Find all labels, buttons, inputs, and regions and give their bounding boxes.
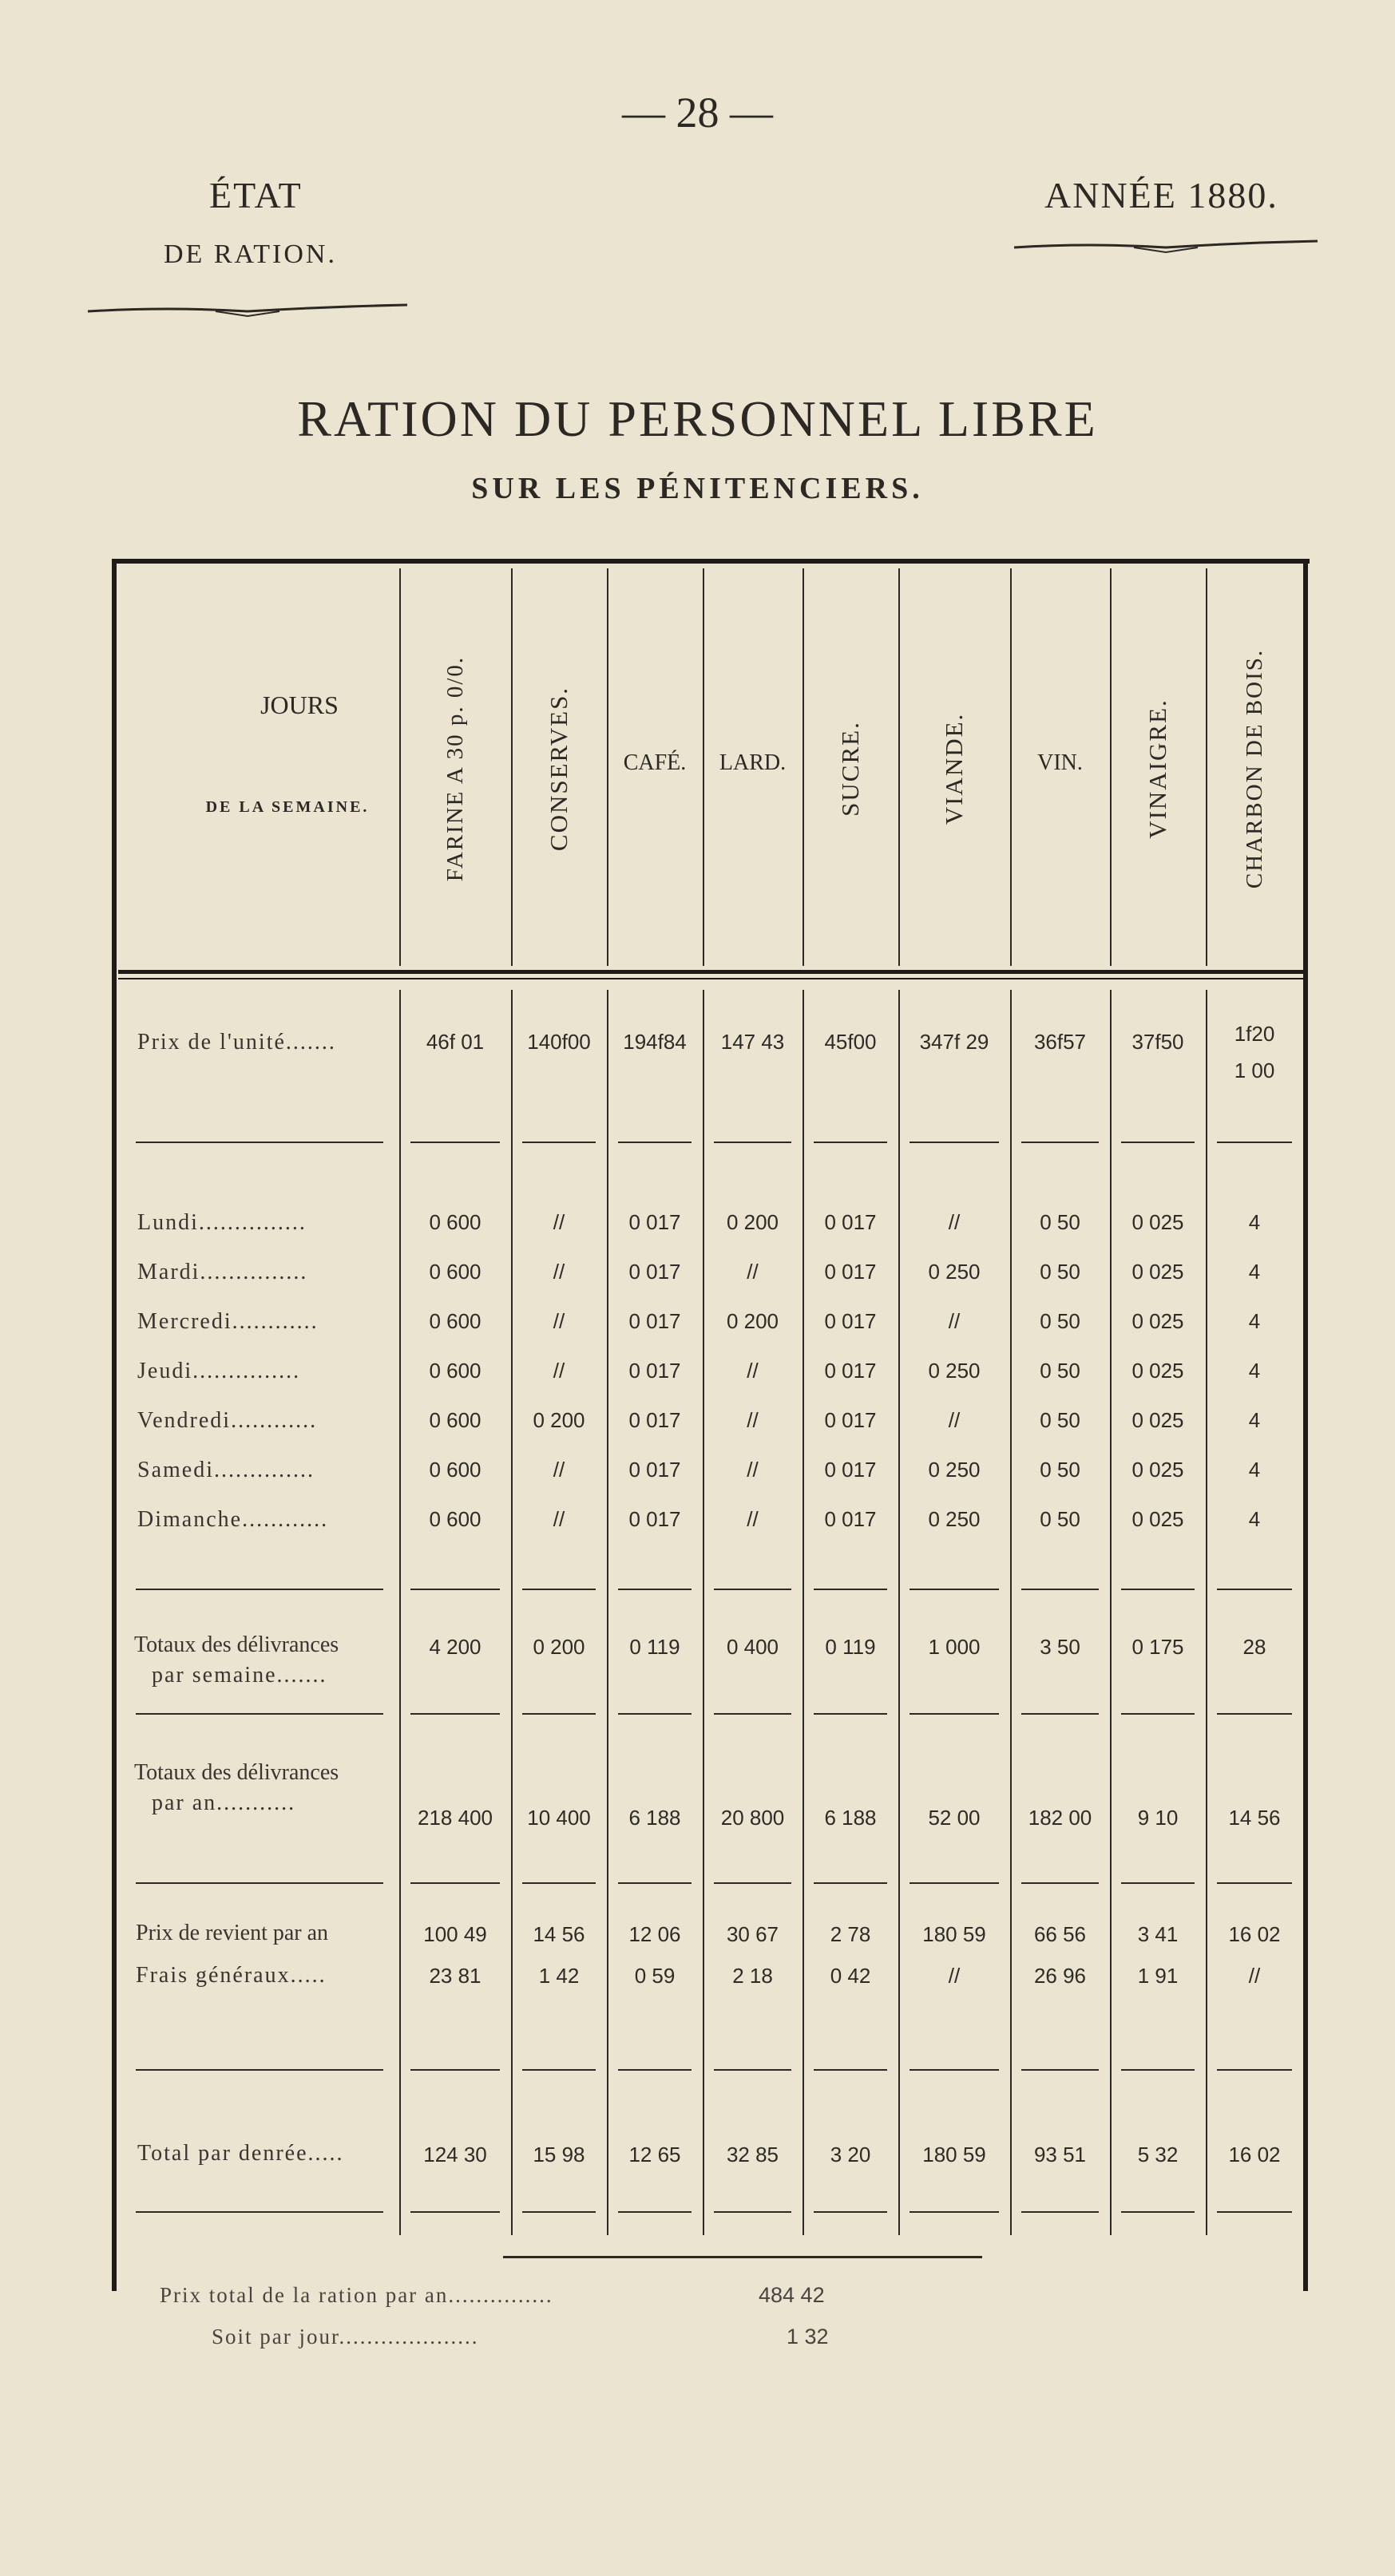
- cell-total-denree: 5 32: [1137, 2143, 1179, 2166]
- cell-day: 4: [1248, 1408, 1261, 1432]
- cell-frais-generaux: 0 59: [634, 1964, 676, 1988]
- row-rule: [1021, 1882, 1099, 1884]
- cell-frais-generaux: 23 81: [429, 1964, 482, 1988]
- cell-day: 0 600: [429, 1507, 482, 1531]
- row-rule: [1121, 1589, 1195, 1590]
- row-rule: [136, 1713, 383, 1715]
- row-rule: [118, 978, 1303, 979]
- cell-prix-revient: 3 41: [1137, 1922, 1179, 1946]
- cell-day: 0 025: [1131, 1210, 1184, 1234]
- cell-day: 0 025: [1131, 1359, 1184, 1383]
- cell-frais-generaux: 1 42: [538, 1964, 580, 1988]
- flourish-ornament-right: [1014, 239, 1318, 255]
- row-rule: [618, 2069, 692, 2071]
- cell-day: 0 017: [824, 1458, 877, 1482]
- column-rule: [607, 990, 608, 2235]
- cell-day: //: [948, 1408, 961, 1432]
- cell-day: 0 017: [824, 1260, 877, 1284]
- row-rule: [618, 1882, 692, 1884]
- cell-day: //: [553, 1359, 565, 1383]
- column-header: VIN.: [1037, 750, 1083, 775]
- row-rule: [910, 1589, 999, 1590]
- row-rule: [522, 1882, 596, 1884]
- row-rule: [1217, 1142, 1292, 1143]
- row-rule: [714, 1142, 791, 1143]
- column-rule: [1010, 990, 1012, 2235]
- cell-day: //: [747, 1507, 759, 1531]
- row-rule: [522, 2069, 596, 2071]
- flourish-ornament-left: [88, 302, 407, 318]
- cell-totaux-an: 9 10: [1137, 1806, 1179, 1830]
- cell-day: 0 017: [628, 1210, 681, 1234]
- cell-totaux-semaine: 0 200: [533, 1635, 585, 1659]
- cell-prix-unite: 46f 01: [426, 1030, 485, 1054]
- column-header: CONSERVES.: [545, 686, 573, 851]
- cell-total-denree: 15 98: [533, 2143, 585, 2166]
- row-label-totaux-an-1: Totaux des délivrances: [134, 1760, 339, 1785]
- row-rule: [910, 2211, 999, 2213]
- cell-total-denree: 124 30: [423, 2143, 487, 2166]
- cell-prix-revient: 2 78: [830, 1922, 871, 1946]
- cell-day: 0 200: [726, 1210, 779, 1234]
- column-rule: [803, 568, 804, 966]
- row-label-prix-unite: Prix de l'unité.......: [137, 1030, 336, 1055]
- cell-day: 0 600: [429, 1309, 482, 1333]
- row-rule: [1217, 1882, 1292, 1884]
- row-rule: [814, 2069, 887, 2071]
- row-rule: [814, 1589, 887, 1590]
- column-rule: [1206, 990, 1207, 2235]
- column-header: SUCRE.: [836, 720, 864, 817]
- cell-totaux-an: 10 400: [527, 1806, 591, 1830]
- cell-day: //: [553, 1210, 565, 1234]
- row-label-day: Mardi...............: [137, 1260, 308, 1284]
- cell-day: 0 250: [928, 1260, 981, 1284]
- column-rule: [511, 990, 513, 2235]
- stub-header-title: JOURS: [260, 690, 339, 719]
- cell-total-denree: 12 65: [628, 2143, 681, 2166]
- cell-total-denree: 16 02: [1228, 2143, 1281, 2166]
- cell-totaux-semaine: 3 50: [1040, 1635, 1080, 1659]
- row-label-day: Jeudi...............: [137, 1359, 301, 1383]
- etat-subheading: DE RATION.: [164, 239, 337, 269]
- cell-day: 0 600: [429, 1359, 482, 1383]
- cell-day: //: [948, 1210, 961, 1234]
- cell-day: 4: [1248, 1458, 1261, 1482]
- row-rule: [522, 1142, 596, 1143]
- cell-frais-generaux: 1 91: [1137, 1964, 1179, 1988]
- column-header: CHARBON DE BOIS.: [1242, 648, 1267, 888]
- column-rule: [898, 568, 900, 966]
- row-rule: [910, 2069, 999, 2071]
- cell-totaux-semaine: 0 400: [726, 1635, 779, 1659]
- cell-day: //: [553, 1458, 565, 1482]
- row-rule: [618, 1142, 692, 1143]
- cell-day: 0 025: [1131, 1408, 1184, 1432]
- row-rule: [714, 1882, 791, 1884]
- row-label-day: Dimanche............: [137, 1507, 329, 1532]
- row-rule: [910, 1713, 999, 1715]
- column-rule: [703, 990, 704, 2235]
- row-rule: [1021, 2069, 1099, 2071]
- cell-totaux-semaine: 0 119: [629, 1635, 680, 1659]
- cell-day: //: [747, 1359, 759, 1383]
- cell-prix-unite: 347f 29: [919, 1030, 989, 1054]
- row-rule: [1021, 1589, 1099, 1590]
- cell-totaux-an: 20 800: [720, 1806, 785, 1830]
- cell-day: //: [747, 1408, 759, 1432]
- cell-day: 0 50: [1040, 1359, 1080, 1383]
- cell-day: 0 50: [1040, 1260, 1080, 1284]
- row-rule: [814, 1142, 887, 1143]
- footer-daily-value: 1 32: [787, 2325, 829, 2348]
- page-number: — 28 —: [622, 89, 773, 137]
- cell-day: 0 025: [1131, 1458, 1184, 1482]
- cell-totaux-an: 6 188: [628, 1806, 681, 1830]
- row-rule: [1217, 2069, 1292, 2071]
- column-rule: [511, 568, 513, 966]
- cell-frais-generaux: 2 18: [732, 1964, 773, 1988]
- row-rule: [136, 2069, 383, 2071]
- cell-total-denree: 32 85: [726, 2143, 779, 2166]
- table-left-border: [112, 559, 117, 2291]
- stub-header-subtitle: DE LA SEMAINE.: [205, 798, 370, 816]
- etat-heading: ÉTAT: [209, 175, 303, 216]
- cell-day: 0 017: [628, 1507, 681, 1531]
- cell-day: 0 600: [429, 1458, 482, 1482]
- cell-day: 0 50: [1040, 1408, 1080, 1432]
- cell-day: 0 025: [1131, 1260, 1184, 1284]
- row-rule: [410, 1589, 500, 1590]
- row-rule: [1021, 1713, 1099, 1715]
- row-label-totaux-semaine-2: par semaine.......: [152, 1663, 327, 1688]
- cell-frais-generaux: //: [948, 1964, 961, 1988]
- row-rule: [522, 1589, 596, 1590]
- column-rule: [803, 990, 804, 2235]
- cell-day: //: [553, 1260, 565, 1284]
- cell-totaux-an: 52 00: [928, 1806, 981, 1830]
- row-rule: [814, 1713, 887, 1715]
- cell-prix-revient: 12 06: [628, 1922, 681, 1946]
- cell-frais-generaux: 26 96: [1033, 1964, 1087, 1988]
- footer-daily-label: Soit par jour....................: [212, 2325, 479, 2348]
- cell-prix-revient: 30 67: [726, 1922, 779, 1946]
- cell-prix-revient: 14 56: [533, 1922, 585, 1946]
- cell-day: //: [747, 1260, 759, 1284]
- table-top-border: [112, 559, 1310, 564]
- row-rule: [410, 2069, 500, 2071]
- cell-prix-unite: 194f84: [623, 1030, 687, 1054]
- cell-day: 0 250: [928, 1359, 981, 1383]
- cell-totaux-an: 14 56: [1228, 1806, 1281, 1830]
- cell-day: 0 50: [1040, 1507, 1080, 1531]
- cell-day: 0 200: [726, 1309, 779, 1333]
- footer-flourish: [503, 2256, 982, 2258]
- cell-day: //: [747, 1458, 759, 1482]
- cell-day: 0 017: [824, 1408, 877, 1432]
- cell-prix-revient: 180 59: [922, 1922, 986, 1946]
- row-rule: [136, 1589, 383, 1590]
- cell-frais-generaux: //: [1248, 1964, 1261, 1988]
- row-label-day: Mercredi............: [137, 1309, 319, 1334]
- cell-day: 0 017: [628, 1309, 681, 1333]
- row-rule: [1217, 2211, 1292, 2213]
- cell-day: //: [553, 1309, 565, 1333]
- cell-prix-unite: 1f20 1 00: [1234, 1022, 1275, 1082]
- cell-prix-unite: 36f57: [1033, 1030, 1087, 1054]
- row-rule: [714, 1589, 791, 1590]
- column-header: FARINE A 30 p. 0/0.: [442, 655, 468, 881]
- cell-day: 0 250: [928, 1507, 981, 1531]
- cell-totaux-semaine: 28: [1242, 1635, 1266, 1659]
- row-rule: [136, 2211, 383, 2213]
- cell-day: 4: [1248, 1359, 1261, 1383]
- row-rule: [910, 1142, 999, 1143]
- row-rule: [1021, 1142, 1099, 1143]
- row-rule: [714, 2069, 791, 2071]
- row-label-frais-generaux: Frais généraux.....: [136, 1963, 327, 1988]
- cell-total-denree: 3 20: [830, 2143, 871, 2166]
- row-rule: [1121, 2069, 1195, 2071]
- column-header: CAFÉ.: [623, 750, 687, 775]
- row-rule: [522, 1713, 596, 1715]
- document-title: RATION DU PERSONNEL LIBRE: [297, 390, 1098, 447]
- row-label-day: Lundi...............: [137, 1210, 307, 1235]
- row-rule: [1217, 1713, 1292, 1715]
- cell-day: 0 017: [824, 1210, 877, 1234]
- column-rule: [1110, 990, 1112, 2235]
- cell-day: 0 017: [824, 1359, 877, 1383]
- cell-day: 4: [1248, 1507, 1261, 1531]
- row-rule: [814, 2211, 887, 2213]
- cell-totaux-semaine: 0 119: [825, 1635, 876, 1659]
- row-rule: [910, 1882, 999, 1884]
- row-rule: [410, 1713, 500, 1715]
- cell-day: 0 600: [429, 1210, 482, 1234]
- row-rule: [1121, 1882, 1195, 1884]
- column-rule: [898, 990, 900, 2235]
- row-rule: [618, 1589, 692, 1590]
- cell-totaux-semaine: 4 200: [429, 1635, 482, 1659]
- row-label-totaux-an-2: par an...........: [152, 1791, 296, 1815]
- cell-totaux-semaine: 1 000: [928, 1635, 981, 1659]
- cell-day: 0 600: [429, 1408, 482, 1432]
- row-rule: [618, 2211, 692, 2213]
- cell-prix-unite: 147 43: [720, 1030, 785, 1054]
- cell-frais-generaux: 0 42: [830, 1964, 871, 1988]
- cell-day: //: [948, 1309, 961, 1333]
- cell-day: 0 025: [1131, 1507, 1184, 1531]
- row-rule: [522, 2211, 596, 2213]
- row-rule: [136, 1142, 383, 1143]
- year-heading: ANNÉE 1880.: [1044, 175, 1278, 216]
- cell-day: 0 017: [824, 1507, 877, 1531]
- cell-day: 4: [1248, 1309, 1261, 1333]
- cell-day: 0 50: [1040, 1458, 1080, 1482]
- cell-day: 0 017: [824, 1309, 877, 1333]
- column-header: LARD.: [719, 750, 787, 775]
- row-rule: [1121, 2211, 1195, 2213]
- row-rule: [618, 1713, 692, 1715]
- row-rule: [1121, 1142, 1195, 1143]
- cell-total-denree: 180 59: [922, 2143, 986, 2166]
- row-rule: [410, 2211, 500, 2213]
- column-rule: [1110, 568, 1112, 966]
- cell-totaux-an: 6 188: [824, 1806, 877, 1830]
- cell-day: 0 017: [628, 1260, 681, 1284]
- document-subtitle: SUR LES PÉNITENCIERS.: [471, 472, 924, 505]
- row-rule: [814, 1882, 887, 1884]
- column-rule: [1206, 568, 1207, 966]
- cell-prix-revient: 66 56: [1033, 1922, 1087, 1946]
- cell-day: 0 017: [628, 1458, 681, 1482]
- cell-day: 0 017: [628, 1408, 681, 1432]
- cell-day: 4: [1248, 1210, 1261, 1234]
- row-rule: [136, 1882, 383, 1884]
- row-label-totaux-semaine-1: Totaux des délivrances: [134, 1632, 339, 1657]
- row-rule: [410, 1142, 500, 1143]
- row-label-day: Vendredi............: [137, 1408, 318, 1433]
- cell-total-denree: 93 51: [1033, 2143, 1087, 2166]
- cell-day: 0 017: [628, 1359, 681, 1383]
- cell-prix-revient: 16 02: [1228, 1922, 1281, 1946]
- cell-day: 0 600: [429, 1260, 482, 1284]
- row-label-day: Samedi..............: [137, 1458, 315, 1482]
- row-rule: [1217, 1589, 1292, 1590]
- row-label-prix-revient: Prix de revient par an: [136, 1921, 329, 1945]
- cell-totaux-an: 182 00: [1028, 1806, 1092, 1830]
- cell-day: 0 250: [928, 1458, 981, 1482]
- cell-day: 4: [1248, 1260, 1261, 1284]
- footer-total-value: 484 42: [759, 2283, 825, 2307]
- column-header: VINAIGRE.: [1143, 698, 1171, 839]
- cell-totaux-semaine: 0 175: [1131, 1635, 1184, 1659]
- row-rule: [1121, 1713, 1195, 1715]
- cell-prix-unite: 37f50: [1131, 1030, 1184, 1054]
- cell-day: 0 50: [1040, 1309, 1080, 1333]
- cell-totaux-an: 218 400: [418, 1806, 493, 1830]
- row-rule: [1021, 2211, 1099, 2213]
- row-rule: [410, 1882, 500, 1884]
- column-header: VIANDE.: [940, 712, 968, 825]
- cell-prix-unite: 45f00: [824, 1030, 877, 1054]
- row-label-total-denree: Total par denrée.....: [137, 2141, 344, 2166]
- cell-day: 0 200: [533, 1408, 585, 1432]
- cell-prix-unite: 140f00: [527, 1030, 591, 1054]
- column-rule: [399, 990, 401, 2235]
- cell-day: 0 50: [1040, 1210, 1080, 1234]
- row-rule: [714, 1713, 791, 1715]
- row-rule: [714, 2211, 791, 2213]
- cell-day: //: [553, 1507, 565, 1531]
- footer-total-label: Prix total de la ration par an...............: [160, 2283, 553, 2307]
- row-rule: [118, 970, 1303, 974]
- cell-day: 0 025: [1131, 1309, 1184, 1333]
- table-right-border: [1303, 559, 1308, 2291]
- column-rule: [399, 568, 401, 966]
- cell-prix-revient: 100 49: [423, 1922, 487, 1946]
